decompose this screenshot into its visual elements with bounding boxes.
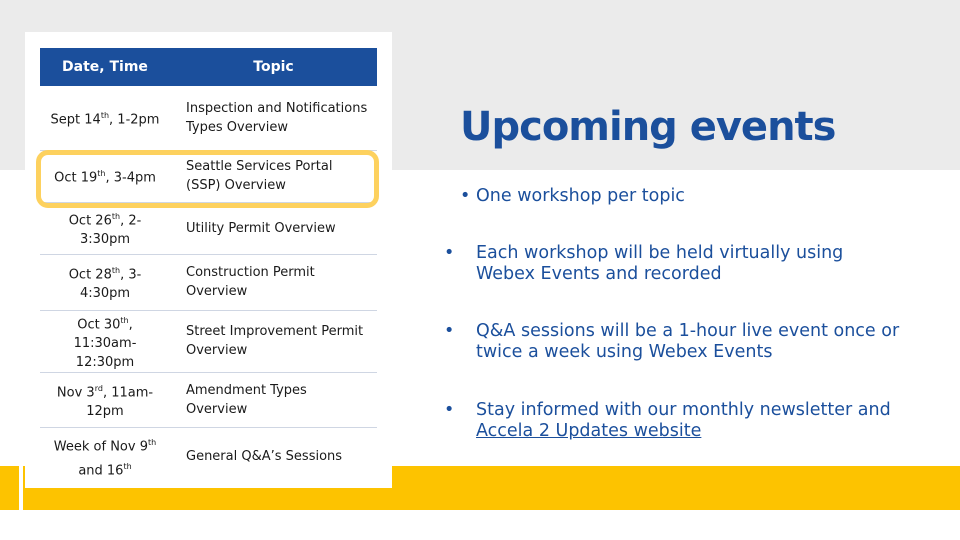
table-row [40,372,377,427]
row-topic: Street Improvement Permit Overview [170,310,377,372]
table-row [40,150,377,202]
row-date: Oct 30th, 11:30am-12:30pm [40,310,170,372]
row-topic: Inspection and Notifications Types Overview [170,86,377,150]
row-date: Oct 28th, 3-4:30pm [40,254,170,310]
schedule-table [40,48,377,485]
bullet-icon: • [444,321,455,341]
page-title: Upcoming events [460,104,836,150]
footer-accent-bar [7,466,19,510]
bullet-icon: • [444,400,455,420]
row-date: Nov 3rd, 11am-12pm [40,372,170,427]
table-header-row [40,48,377,86]
row-date: Oct 19th, 3-4pm [40,150,170,202]
accela-updates-link[interactable]: Accela 2 Updates website [476,421,702,441]
row-topic: Utility Permit Overview [170,202,377,254]
list-item: • One workshop per topic [460,186,685,206]
table-row [40,254,377,310]
list-item: • Stay informed with our monthly newsletter and Accela 2 Updates website [444,400,891,441]
bullet-icon: • [444,243,455,263]
table-row [40,310,377,372]
bullet-icon: • [460,186,471,206]
row-topic: Construction Permit Overview [170,254,377,310]
row-topic: Amendment Types Overview [170,372,377,427]
row-date: Week of Nov 9th and 16th [53,438,157,478]
column-header-date: Date, Time [40,48,170,86]
row-topic: Seattle Services Portal (SSP) Overview [170,150,377,202]
table-row [40,86,377,150]
column-header-topic: Topic [170,48,377,86]
list-item: • Each workshop will be held virtually using Webex Events and recorded [444,243,844,284]
table-row [40,427,377,485]
row-date: Sept 14th, 1-2pm [40,86,170,150]
list-item: • Q&A sessions will be a 1-hour live event once or twice a week using Webex Events [444,321,900,362]
table-row [40,202,377,254]
row-date: Oct 26th, 2-3:30pm [40,202,170,254]
row-topic: General Q&A’s Sessions [186,449,343,465]
